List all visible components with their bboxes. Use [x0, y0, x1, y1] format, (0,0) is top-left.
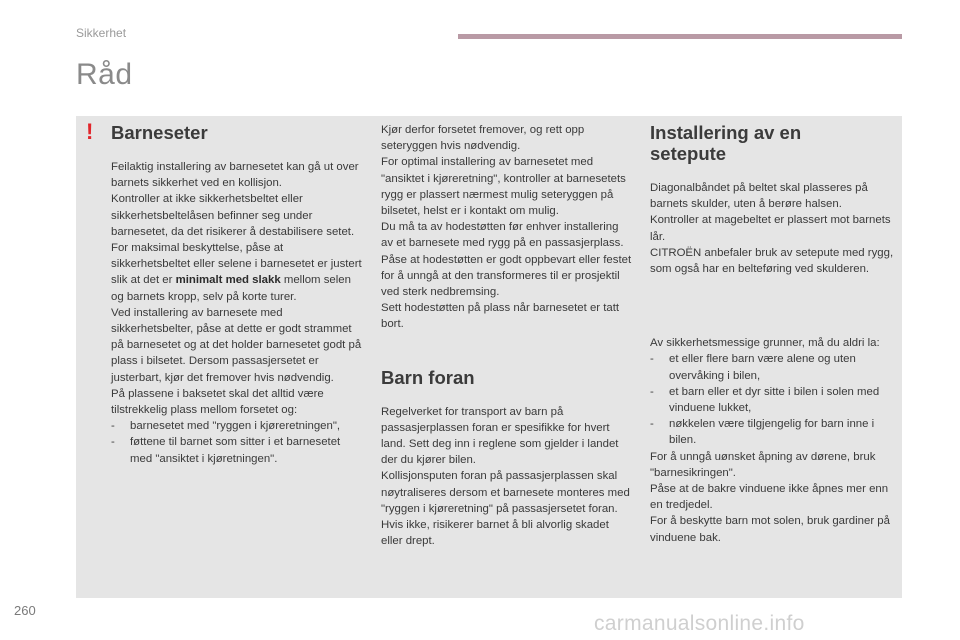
list-item	[650, 351, 900, 383]
section-label: Sikkerhet	[76, 26, 127, 40]
paragraph: Regelverket for transport av barn på passasjerplassen foran er spesifikke for hvert land. Sett deg inn i reglene som gjelder i landet der du kjører bilen.	[381, 405, 619, 467]
column-middle	[381, 122, 633, 549]
paragraph: Du må ta av hodestøtten før enhver installering av et barnesete med rygg på en passasjerplass.	[381, 221, 624, 250]
list-item	[111, 434, 363, 466]
list-item	[650, 416, 900, 448]
list-item	[650, 384, 900, 416]
heading-barn-foran: Barn foran	[381, 366, 475, 388]
list-item-text: et eller flere barn være alene og uten overvåking i bilen,	[669, 353, 856, 382]
list-dash: -	[111, 436, 115, 449]
paragraph: På plassene i baksetet skal det alltid være tilstrekkelig plass mellom forsetet og:	[111, 387, 324, 417]
list-item-text: barnesetet med "ryggen i kjøreretningen",	[130, 420, 341, 433]
watermark: carmanualsonline.info	[594, 612, 805, 635]
list-dash: -	[650, 418, 654, 431]
paragraph: Kontroller at magebeltet er plassert mot barnets lår.	[650, 214, 891, 243]
list-item	[111, 418, 363, 434]
paragraph: Kollisjonsputen foran på passasjerplassen skal nøytraliseres dersom et barnesete monteres med "ryggen i kjøreretning" på passasjersetet foran. Hvis ikke, risikerer barnet å bli alvorlig skadet eller drept.	[381, 470, 630, 548]
list-dash: -	[111, 420, 115, 433]
page-title: Råd	[76, 58, 133, 91]
page-number: 260	[14, 603, 36, 618]
paragraph: For å unngå uønsket åpning av dørene, bruk "barnesikringen".	[650, 450, 876, 479]
list-item-text: nøkkelen være tilgjengelig for barn inne i bilen.	[669, 418, 875, 447]
header-rule	[458, 34, 902, 39]
column-barneseter	[111, 122, 363, 467]
column-setepute	[650, 122, 900, 546]
paragraph	[111, 240, 363, 305]
warning-icon: !	[86, 119, 94, 144]
heading-barneseter: Barneseter	[111, 122, 208, 143]
paragraph: Påse at de bakre vinduene ikke åpnes mer enn en tredjedel.	[650, 483, 889, 512]
paragraph: Ved installering av barnesete med sikkerhetsbelter, påse at dette er godt strammet på barnesetet og at det holder barnesetet godt på plass i bilsetet. Dersom passasjersetet er justerbart, kjør det fremover hvis nødvendig.	[111, 306, 362, 384]
paragraph: Påse at hodestøtten er godt oppbevart eller festet for å unngå at den transformeres til er prosjektil ved sterk nedbremsing.	[381, 253, 632, 299]
paragraph: Feilaktig installering av barnesetet kan gå ut over barnets sikkerhet ved en kollisjon.	[111, 161, 359, 190]
list-item-text: føttene til barnet som sitter i et barnesetet med "ansiktet i kjøretningen".	[130, 436, 341, 465]
paragraph: Av sikkerhetsmessige grunner, må du aldri la:	[650, 337, 880, 350]
list-item-text: et barn eller et dyr sitte i bilen i solen med vinduene lukket,	[669, 385, 880, 415]
paragraph: CITROËN anbefaler bruk av setepute med rygg, som også har en belteføring ved skulderen.	[650, 246, 894, 276]
paragraph: For å beskytte barn mot solen, bruk gardiner på vinduene bak.	[650, 515, 890, 544]
list-dash: -	[650, 353, 654, 366]
bold-text: minimalt med slakk	[175, 274, 281, 287]
text-run: mellom selen og barnets kropp, selv på korte turer.	[111, 274, 351, 303]
paragraph: Kjør derfor forsetet fremover, og rett opp seteryggen hvis nødvendig.	[381, 124, 585, 153]
paragraph: Kontroller at ikke sikkerhetsbeltet eller sikkerhetsbeltelåsen befinner seg under barnesetet, da det risikerer å destabilisere setet.	[111, 193, 355, 238]
paragraph: Diagonalbåndet på beltet skal plasseres på barnets skulder, uten å berøre halsen.	[650, 182, 868, 211]
text-run: For maksimal beskyttelse, påse at sikkerhetsbeltet eller selene i barnesetet er justert slik at det er	[111, 242, 362, 287]
list-dash: -	[650, 385, 654, 398]
paragraph: For optimal installering av barnesetet med "ansiktet i kjøreretning", kontroller at barnesetets rygg er plassert nærmest mulig seteryggen på bilsetet, helst er i kontakt om mulig.	[381, 156, 626, 218]
heading-setepute: Installering av en setepute	[650, 122, 802, 164]
paragraph: Sett hodestøtten på plass når barnesetet er tatt bort.	[381, 302, 620, 331]
